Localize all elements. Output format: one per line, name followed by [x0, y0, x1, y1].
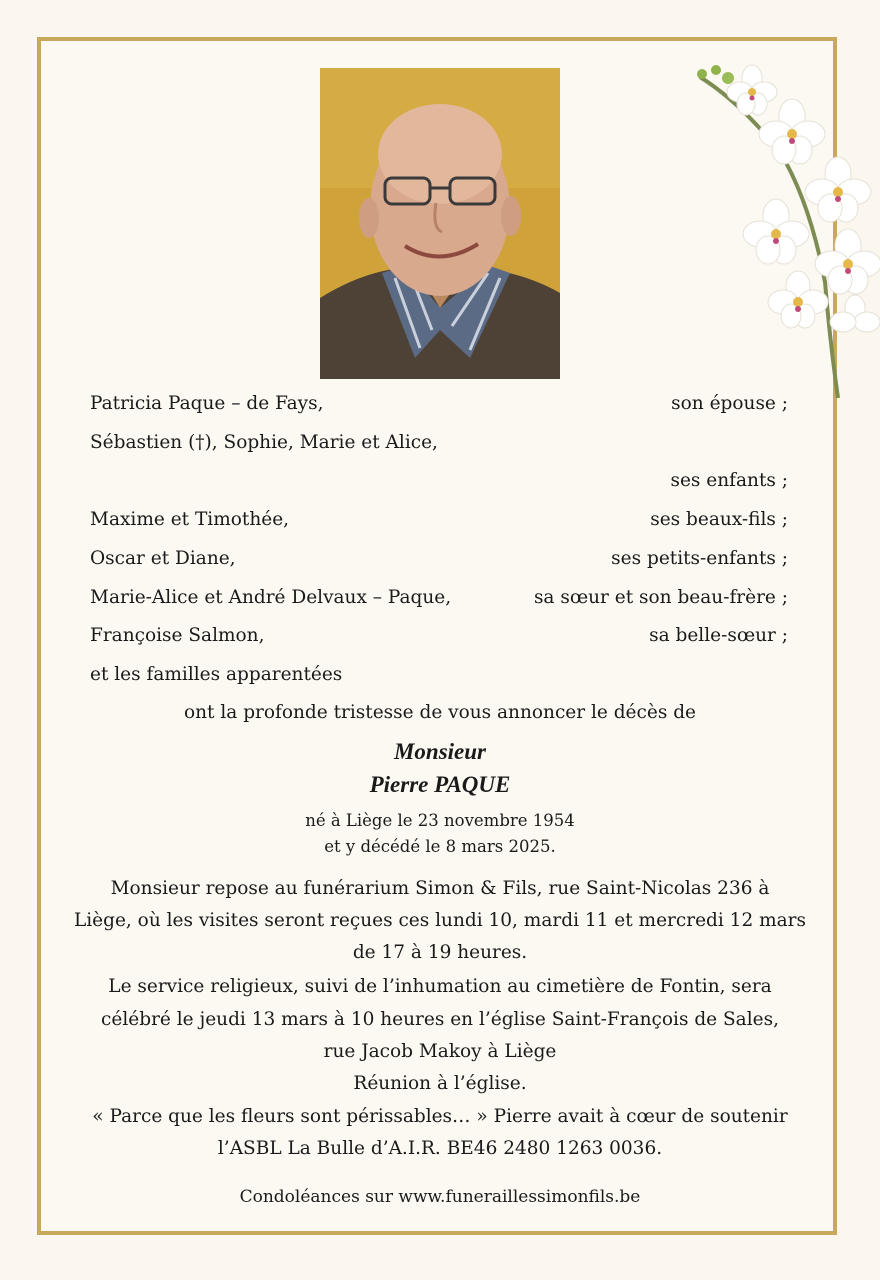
- details-line: l’ASBL La Bulle d’A.I.R. BE46 2480 1263 0036.: [217, 1138, 663, 1159]
- family-name: Sébastien (†), Sophie, Marie et Alice,: [90, 432, 438, 453]
- death-date: et y décédé le 8 mars 2025.: [324, 837, 556, 856]
- family-relation: ses enfants ;: [670, 470, 788, 491]
- condolences-link[interactable]: Condoléances sur www.funeraillessimonfils.be: [239, 1187, 641, 1207]
- orchid-decoration: [680, 62, 880, 402]
- family-name: Maxime et Timothée,: [90, 509, 290, 530]
- family-row: [90, 389, 788, 419]
- details-line: Réunion à l’église.: [353, 1073, 527, 1094]
- family-row: [90, 428, 788, 458]
- family-relation: ses petits-enfants ;: [611, 548, 788, 569]
- family-row: [90, 544, 788, 574]
- deceased-name: Pierre PAQUE: [369, 772, 511, 797]
- portrait-photo: [320, 68, 560, 379]
- family-name: Françoise Salmon,: [90, 625, 265, 646]
- family-relation: sa sœur et son beau-frère ;: [533, 587, 788, 608]
- family-row: [90, 466, 788, 496]
- deceased-honorific: Monsieur: [393, 739, 487, 764]
- family-name: Patricia Paque – de Fays,: [90, 393, 324, 414]
- family-name: et les familles apparentées: [90, 664, 343, 685]
- family-row: [90, 660, 788, 690]
- details-line: célébré le jeudi 13 mars à 10 heures en l’église Saint-François de Sales,: [101, 1009, 779, 1030]
- details-line: rue Jacob Makoy à Liège: [323, 1041, 557, 1062]
- details-line: de 17 à 19 heures.: [352, 942, 528, 963]
- family-name: Oscar et Diane,: [90, 548, 236, 569]
- family-relation: son épouse ;: [671, 393, 788, 414]
- family-relation: ses beaux-fils ;: [650, 509, 788, 530]
- details-line: Liège, où les visites seront reçues ces lundi 10, mardi 11 et mercredi 12 mars: [73, 910, 807, 931]
- family-name: Marie-Alice et André Delvaux – Paque,: [90, 587, 452, 608]
- details-line: Le service religieux, suivi de l’inhumation au cimetière de Fontin, sera: [108, 976, 772, 997]
- details-line: Monsieur repose au funérarium Simon & Fils, rue Saint-Nicolas 236 à: [110, 878, 770, 899]
- announcement-text: ont la profonde tristesse de vous annoncer le décès de: [184, 702, 696, 723]
- family-row: [90, 505, 788, 535]
- family-row: [90, 583, 788, 613]
- birth-date: né à Liège le 23 novembre 1954: [305, 811, 575, 830]
- family-relation: sa belle-sœur ;: [649, 625, 788, 646]
- details-line: « Parce que les fleurs sont périssables… » Pierre avait à cœur de soutenir: [92, 1106, 788, 1127]
- family-row: [90, 621, 788, 651]
